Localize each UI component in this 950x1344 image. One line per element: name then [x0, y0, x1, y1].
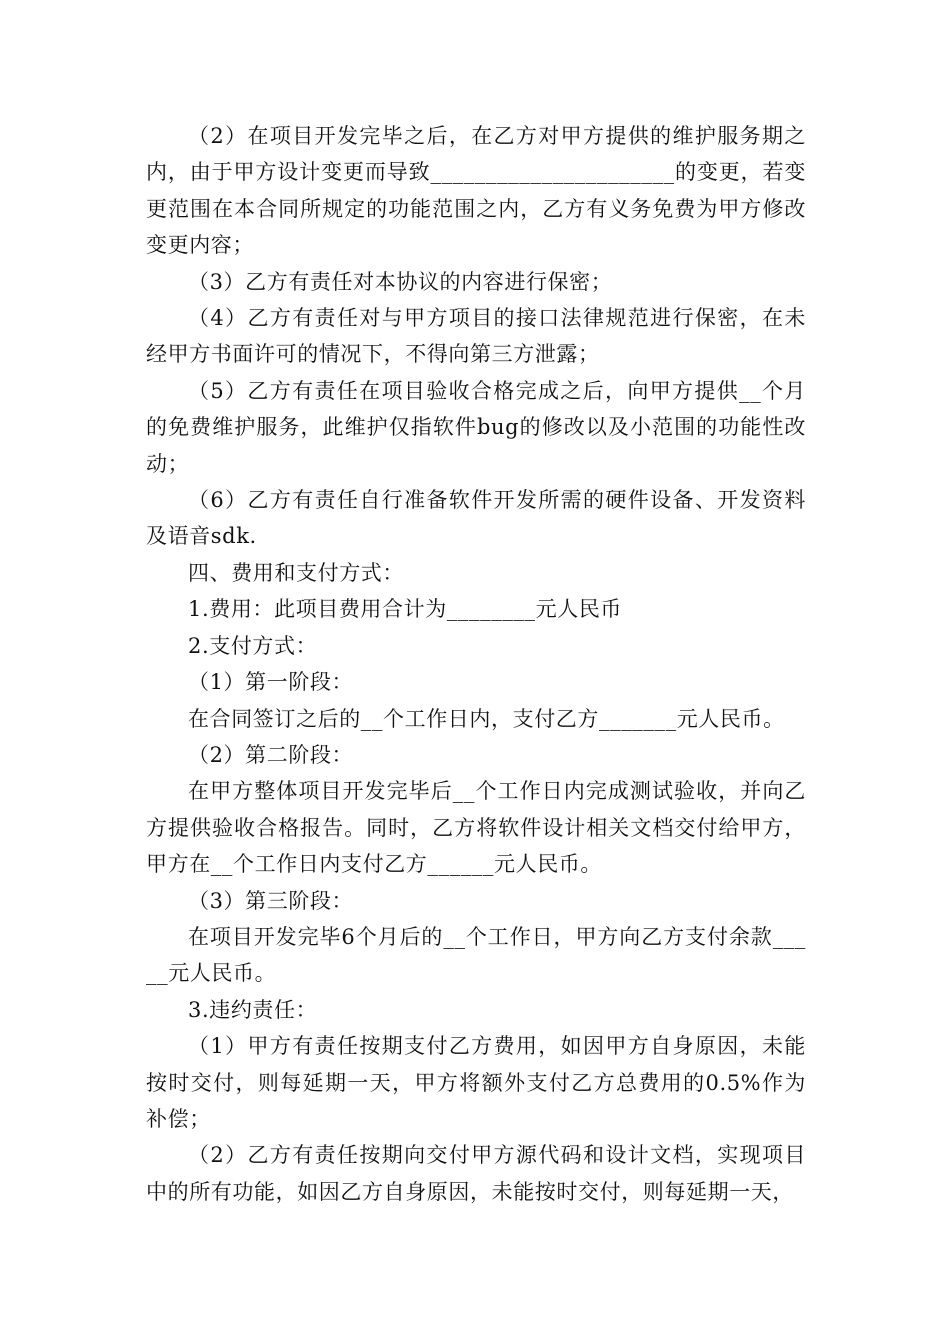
payment-method-heading: 2.支付方式：: [188, 633, 318, 658]
document-body: [146, 118, 806, 1210]
clause-5-free-maintenance: （5）乙方有责任在项目验收合格完成之后，向甲方提供__个月的免费维护服务，此维护仅指软件bug的修改以及小范围的功能性改动；: [146, 378, 806, 476]
clause-2-design-change: （2）在项目开发完毕之后，在乙方对甲方提供的维护服务期之内，由于甲方设计变更而导致______________________的变更，若变更范围在本合同所规定的功能范围之内，乙方有义务免费为甲方修改变更内容；: [146, 124, 806, 258]
stage-1-text: 在合同签订之后的__个工作日内，支付乙方_______元人民币。: [188, 706, 785, 731]
clause-4-interface-confidentiality: （4）乙方有责任对与甲方项目的接口法律规范进行保密，在未经甲方书面许可的情况下，不得向第三方泄露；: [146, 306, 806, 367]
breach-clause-2: （2）乙方有责任按期向交付甲方源代码和设计文档，实现项目中的所有功能，如因乙方自身原因，未能按时交付，则每延期一天，: [146, 1143, 806, 1204]
section-heading-fees-payment: 四、费用和支付方式：: [188, 560, 404, 585]
stage-3-heading: （3）第三阶段：: [188, 888, 354, 913]
breach-clause-1: （1）甲方有责任按期支付乙方费用，如因甲方自身原因，未能按时交付，则每延期一天，甲方将额外支付乙方总费用的0.5%作为补偿；: [146, 1034, 806, 1131]
stage-3-text: 在项目开发完毕6个月后的__个工作日，甲方向乙方支付余款_____元人民币。: [146, 924, 806, 986]
stage-2-text: 在甲方整体项目开发完毕后__个工作日内完成测试验收，并向乙方提供验收合格报告。同时，乙方将软件设计相关文档交付给甲方，甲方在__个工作日内支付乙方______元人民币。: [146, 779, 806, 877]
clause-6-hardware-preparation: （6）乙方有责任自行准备软件开发所需的硬件设备、开发资料及语音sdk.: [146, 488, 806, 549]
breach-liability-heading: 3.违约责任：: [188, 997, 318, 1022]
clause-3-confidentiality: （3）乙方有责任对本协议的内容进行保密；: [188, 269, 613, 294]
stage-2-heading: （2）第二阶段：: [188, 742, 354, 767]
fees-total: 1.费用：此项目费用合计为________元人民币: [188, 597, 623, 622]
stage-1-heading: （1）第一阶段：: [188, 670, 354, 695]
